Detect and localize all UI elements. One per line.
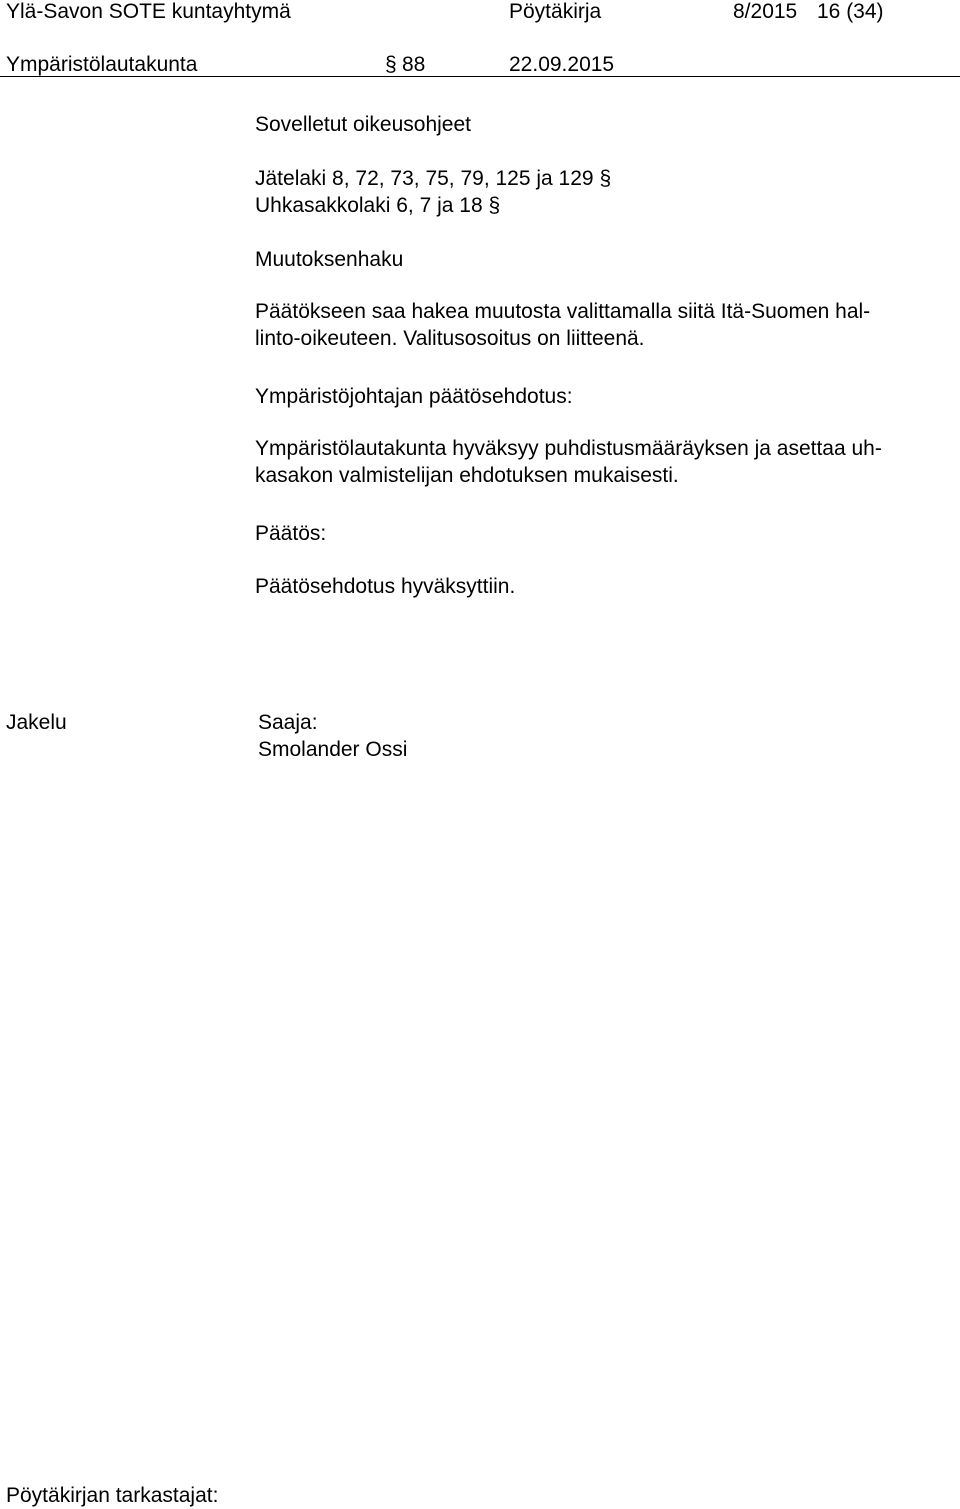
proposal-line-1: Ympäristölautakunta hyväksyy puhdistusmääräyksen ja asettaa uh-: [255, 437, 882, 460]
proposal-line-2: kasakon valmistelijan ehdotuksen mukaisesti.: [255, 464, 679, 487]
law-line-2: [255, 195, 500, 216]
section-mark-icon: §: [488, 194, 501, 217]
decision-text: Päätösehdotus hyväksyttiin.: [255, 575, 516, 598]
section-mark-icon: §: [599, 167, 612, 190]
proposal-heading: Ympäristöjohtajan päätösehdotus:: [255, 385, 573, 408]
header-divider: [0, 76, 960, 77]
law-line-1-text: Jätelaki 8, 72, 73, 75, 79, 125 ja 129: [255, 167, 594, 190]
appeal-line-1: Päätökseen saa hakea muutosta valittamalla siitä Itä-Suomen hal-: [255, 300, 871, 323]
meeting-date: 22.09.2015: [509, 53, 615, 76]
document-number: 8/2015: [733, 0, 798, 23]
recipient-name: Smolander Ossi: [258, 738, 408, 761]
section-number: 88: [402, 53, 426, 76]
reviewers-label: Pöytäkirjan tarkastajat:: [6, 1484, 219, 1507]
committee-name: Ympäristölautakunta: [6, 53, 198, 76]
recipient-label: Saaja:: [258, 711, 318, 734]
page-number: 16 (34): [817, 0, 884, 23]
proposal-paragraph: [255, 435, 955, 489]
document-type: Pöytäkirja: [509, 0, 602, 23]
law-line-1: [255, 168, 611, 189]
appeal-paragraph: [255, 298, 955, 352]
appeal-line-2: linto-oikeuteen. Valitusosoitus on liitteenä.: [255, 327, 645, 350]
applied-law-heading: Sovelletut oikeusohjeet: [255, 113, 471, 136]
law-line-2-text: Uhkasakkolaki 6, 7 ja 18: [255, 194, 483, 217]
section-mark-icon: §: [385, 53, 397, 76]
decision-heading: Päätös:: [255, 522, 327, 545]
appeal-heading: Muutoksenhaku: [255, 248, 404, 271]
distribution-label: Jakelu: [6, 711, 67, 734]
organization-name: Ylä-Savon SOTE kuntayhtymä: [6, 0, 291, 23]
